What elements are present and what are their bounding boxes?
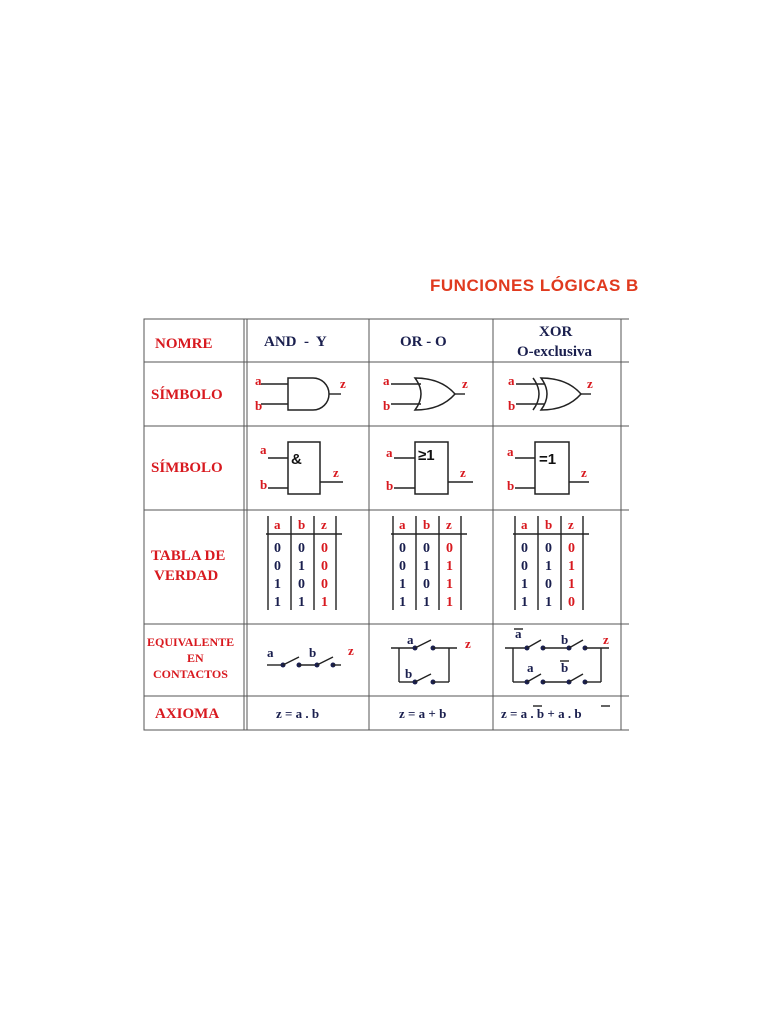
truth-table-header: a <box>399 517 406 532</box>
or-truth-table <box>391 516 467 610</box>
truth-table-cell: 1 <box>446 559 453 574</box>
truth-table-cell: 0 <box>545 577 552 592</box>
or-iec-symbol <box>386 442 473 494</box>
xor-contacts <box>505 626 609 685</box>
truth-table-cell: 1 <box>568 559 575 574</box>
row-label-contacts-2: EN <box>187 651 204 665</box>
truth-table-cell: 1 <box>423 595 430 610</box>
truth-table-cell: 0 <box>568 595 575 610</box>
truth-table-cell: 0 <box>321 559 328 574</box>
truth-table-cell: 0 <box>521 541 528 556</box>
row-label-truth-table-2: VERDAD <box>154 568 219 584</box>
svg-text:z: z <box>348 643 354 658</box>
truth-table-cell: 0 <box>545 541 552 556</box>
axiom-and: z = a . b <box>276 706 320 721</box>
or-gate-symbol <box>383 373 468 413</box>
truth-table-cell: 1 <box>321 595 328 610</box>
truth-table-cell: 1 <box>298 595 305 610</box>
truth-table-cell: 0 <box>274 559 281 574</box>
svg-text:a: a <box>507 444 514 459</box>
svg-text:z: z <box>333 465 339 480</box>
truth-table-header: a <box>521 517 528 532</box>
row-label-contacts-1: EQUIVALENTE <box>147 635 235 649</box>
row-label-symbol-iec: SÍMBOLO <box>151 460 223 476</box>
svg-text:=1: =1 <box>539 451 557 468</box>
truth-table-cell: 1 <box>274 577 281 592</box>
or-contacts <box>391 632 471 685</box>
truth-table-cell: 1 <box>446 577 453 592</box>
axiom-xor: z = a . b + a . b <box>501 706 582 721</box>
svg-text:z: z <box>340 376 346 391</box>
row-label-symbol: SÍMBOLO <box>151 387 223 403</box>
truth-table-cell: 0 <box>521 559 528 574</box>
axiom-or: z = a + b <box>399 706 447 721</box>
row-label-contacts-3: CONTACTOS <box>153 667 228 681</box>
truth-table-cell: 1 <box>545 559 552 574</box>
svg-text:z: z <box>581 465 587 480</box>
truth-table-cell: 1 <box>446 595 453 610</box>
truth-table-cell: 0 <box>298 577 305 592</box>
truth-table-cell: 1 <box>568 577 575 592</box>
svg-text:b: b <box>405 666 413 681</box>
svg-text:z: z <box>587 376 593 391</box>
truth-table-header: b <box>423 517 431 532</box>
truth-table-cell: 0 <box>423 541 430 556</box>
truth-table-cell: 0 <box>423 577 430 592</box>
truth-table-cell: 0 <box>446 541 453 556</box>
row-label-truth-table-1: TABLA DE <box>151 548 226 564</box>
svg-text:z: z <box>465 636 471 651</box>
svg-text:a: a <box>255 373 262 388</box>
svg-text:a: a <box>260 442 267 457</box>
header-xor-sub: O-exclusiva <box>517 344 592 360</box>
svg-text:z: z <box>460 465 466 480</box>
and-gate-symbol <box>255 373 346 413</box>
truth-table-cell: 0 <box>274 541 281 556</box>
truth-table-cell: 0 <box>298 541 305 556</box>
truth-table-header: z <box>321 517 327 532</box>
truth-table-header: z <box>568 517 574 532</box>
svg-text:b: b <box>386 478 394 493</box>
svg-text:b: b <box>255 398 263 413</box>
svg-text:a: a <box>383 373 390 388</box>
truth-table-header: z <box>446 517 452 532</box>
page-title: FUNCIONES LÓGICAS B <box>430 276 639 295</box>
header-xor: XOR <box>539 324 573 340</box>
svg-text:a: a <box>267 645 274 660</box>
truth-table-header: b <box>545 517 553 532</box>
svg-text:b: b <box>561 660 569 675</box>
svg-text:b: b <box>561 632 569 647</box>
truth-table-cell: 0 <box>399 559 406 574</box>
header-or: OR - O <box>400 334 447 350</box>
xor-iec-symbol <box>507 442 589 494</box>
truth-table-cell: 0 <box>399 541 406 556</box>
xor-truth-table <box>513 516 589 610</box>
svg-text:b: b <box>508 398 516 413</box>
svg-text:&: & <box>291 451 302 468</box>
svg-text:a: a <box>515 626 522 641</box>
svg-text:z: z <box>603 632 609 647</box>
row-label-axiom: AXIOMA <box>155 706 220 722</box>
truth-table-cell: 1 <box>521 595 528 610</box>
truth-table-header: a <box>274 517 281 532</box>
truth-table-cell: 1 <box>399 577 406 592</box>
svg-text:a: a <box>386 445 393 460</box>
svg-text:≥1: ≥1 <box>418 447 435 464</box>
svg-text:a: a <box>407 632 414 647</box>
svg-text:b: b <box>309 645 317 660</box>
svg-text:a: a <box>508 373 515 388</box>
and-contacts <box>267 643 354 668</box>
logic-functions-table <box>143 318 629 731</box>
truth-table-cell: 1 <box>521 577 528 592</box>
truth-table-cell: 1 <box>274 595 281 610</box>
truth-table-cell: 1 <box>545 595 552 610</box>
svg-text:a: a <box>527 660 534 675</box>
truth-table-cell: 1 <box>298 559 305 574</box>
and-iec-symbol <box>260 442 343 494</box>
truth-table-cell: 1 <box>399 595 406 610</box>
truth-table-cell: 0 <box>321 541 328 556</box>
row-label-name: NOMRE <box>155 336 213 352</box>
and-truth-table <box>266 516 342 610</box>
svg-text:b: b <box>260 477 268 492</box>
truth-table-cell: 1 <box>423 559 430 574</box>
truth-table-cell: 0 <box>321 577 328 592</box>
svg-text:b: b <box>507 478 515 493</box>
header-and: AND - Y <box>264 334 327 350</box>
svg-text:z: z <box>462 376 468 391</box>
truth-table-header: b <box>298 517 306 532</box>
xor-gate-symbol <box>508 373 593 413</box>
svg-text:b: b <box>383 398 391 413</box>
truth-table-cell: 0 <box>568 541 575 556</box>
